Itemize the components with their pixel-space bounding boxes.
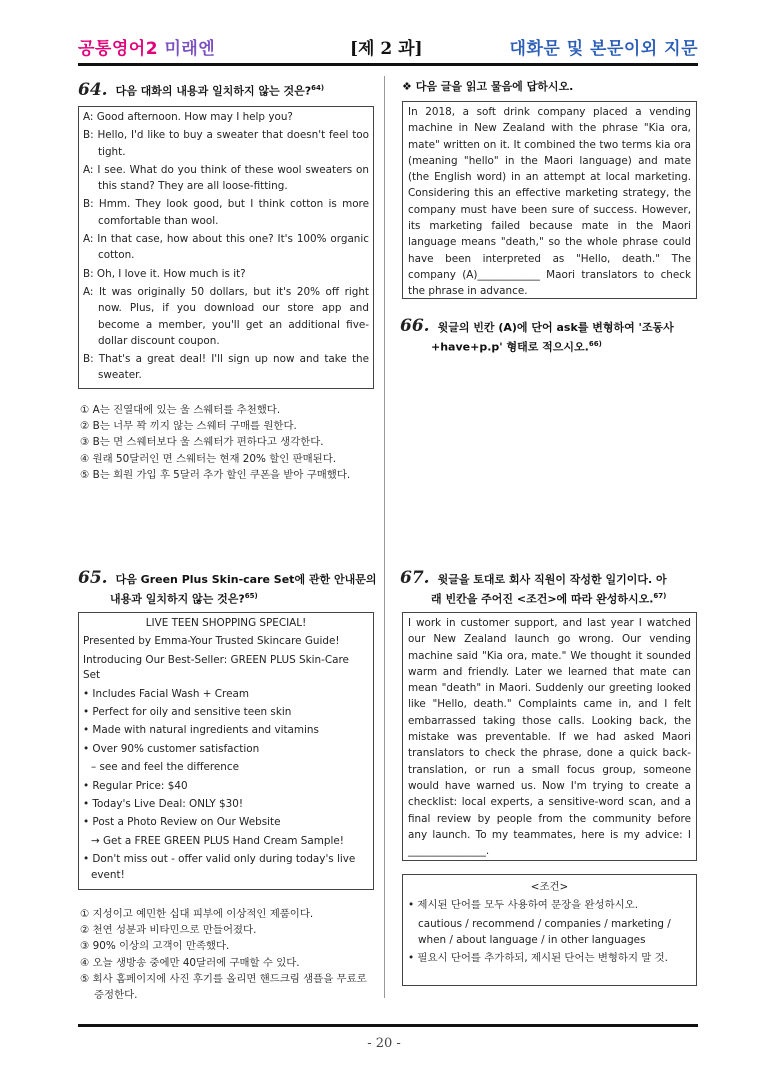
q64-dialogue-box (78, 106, 374, 389)
q65-footnote: 65) (244, 592, 258, 600)
choice-2[interactable]: ② 천연 성분과 비타민으로 만들어졌다. (80, 924, 257, 937)
section-title: 대화문 및 본문이외 지문 (509, 39, 698, 59)
ad-sub-note: → Get a FREE GREEN PLUS Hand Cream Sample! (91, 834, 344, 847)
q64-footnote: 64) (311, 84, 325, 92)
ad-intro: Introducing Our Best-Seller: GREEN PLUS Skin-Care Set (83, 653, 349, 682)
q64-title (78, 80, 324, 100)
passage-text: In 2018, a soft drink company placed a vending machine in New Zealand with the phrase "Kia ora, mate" written on it. It combined the two terms kia ora (meaning "hello" in the Maori language) and mate (the English word) in an attempt at local marketing. Considering this an effective marketing strategy, the company must have been sure of success. However, its marketing failed because mate in the Maori language means "death," so the whole phrase could have been interpreted as "Hello, death." The company (A)____________ Maori translators to check the phrase in advance. (408, 106, 691, 298)
q67-condition-box (402, 874, 697, 986)
choice-5[interactable]: ⑤ 회사 홈페이지에 사진 후기를 올리면 핸드크림 샘플을 무료로 증정한다. (80, 972, 367, 1002)
column-divider (384, 76, 385, 998)
diary-text: I work in customer support, and last year I watched our New Zealand launch go wrong. Our vending machine said "Kia ora, mate." We thought it sounded warm and friendly. Later we learned that mate can mean "death" in Maori. Suddenly our greeting looked like "Hello, death." Complaints came in, and I felt embarrassed taking those calls. Looking back, the mistake was preventable. If we had asked Maori translators to check the phrase, done a quick back-translation, or run a small focus group, someone would have warned us. Now I'm trying to create a checklist: local experts, a sensitive-word scan, and a final review by people from the community before any launch. To my teammates, here is my advice: I _______________. (408, 617, 691, 858)
shared-instruction: ❖ 다음 글을 읽고 물음에 답하시오. (402, 80, 574, 93)
ad-bullet: • Includes Facial Wash + Cream (83, 687, 249, 700)
dialogue-line: B: Hmm. They look good, but I think cotton is more comfortable than wool. (83, 198, 369, 227)
choice-4[interactable]: ④ 오늘 생방송 중에만 40달러에 구매할 수 있다. (80, 956, 300, 969)
q66-question-line2: +have+p.p' 형태로 적으시오. (431, 340, 589, 354)
dialogue-line: A: I see. What do you think of these wool sweaters on this stand? They are all loose-fitting. (83, 163, 369, 193)
q66-question-line1: 윗글의 빈칸 (A)에 단어 ask를 변형하여 '조동사 (437, 321, 674, 334)
choice-5[interactable]: ⑤ B는 회원 가입 후 5달러 추가 할인 쿠폰을 받아 구매했다. (80, 468, 351, 481)
dialogue-line: A: Good afternoon. How may I help you? (83, 111, 293, 123)
ad-presenter: Presented by Emma-Your Trusted Skincare Guide! (83, 635, 340, 648)
ad-sub-note: – see and feel the difference (91, 761, 240, 774)
q67-title (400, 570, 667, 588)
q64-choices (80, 402, 372, 483)
q67-title-line2 (431, 588, 666, 608)
condition-item: • 필요시 단어를 추가하되, 제시된 단어는 변형하지 말 것. (408, 952, 668, 965)
ad-bullet: • Post a Photo Review on Our Website (83, 816, 281, 829)
course-subject: 공통영어2 (78, 39, 165, 59)
q64-question: 다음 대화의 내용과 일치하지 않는 것은? (115, 84, 312, 98)
q65-title-line2 (110, 588, 258, 608)
dialogue-line: A: It was originally 50 dollars, but it's 20% off right now. Plus, if you download our store app and become a member, you'll get an additional five-dollar discount coupon. (83, 285, 369, 347)
dialogue-line: B: That's a great deal! I'll sign up now and take the sweater. (83, 353, 369, 382)
q65-question-line2: 내용과 일치하지 않는 것은? (110, 592, 245, 606)
page-number: - 20 - (367, 1036, 401, 1051)
choice-4[interactable]: ④ 원래 50달러인 면 스웨터는 현재 20% 할인 판매된다. (80, 452, 337, 465)
q65-ad-box (78, 612, 374, 890)
dialogue-line: B: Oh, I love it. How much is it? (83, 267, 246, 280)
q65-choices (80, 906, 372, 1003)
condition-title: <조건> (530, 881, 569, 893)
course-title (78, 34, 215, 59)
q65-number: 65. (78, 568, 108, 588)
condition-item: • 제시된 단어를 모두 사용하여 문장을 완성하시오. (408, 899, 638, 912)
condition-word-list: cautious / recommend / companies / marketing / when / about language / in other languages (418, 917, 671, 946)
ad-bullet: • Regular Price: $40 (83, 779, 188, 792)
ad-title: LIVE TEEN SHOPPING SPECIAL! (145, 617, 307, 629)
ad-bullet: • Made with natural ingredients and vitamins (83, 724, 319, 737)
dialogue-line: B: Hello, I'd like to buy a sweater that doesn't feel too tight. (83, 129, 369, 158)
lesson-number: [제 2 과] (350, 39, 423, 59)
choice-1[interactable]: ① 지성이고 예민한 십대 피부에 이상적인 제품이다. (80, 908, 314, 920)
q67-diary-box (402, 612, 697, 861)
ad-bullet: • Don't miss out - offer valid only during today's live event! (83, 853, 356, 881)
choice-1[interactable]: ① A는 진열대에 있는 울 스웨터를 추천했다. (80, 404, 281, 416)
q67-question-line2: 래 빈칸을 주어진 <조건>에 따라 완성하시오. (431, 592, 654, 606)
q64-number: 64. (78, 79, 108, 100)
q65-question-line1: 다음 Green Plus Skin-care Set에 관한 안내문의 (115, 573, 377, 586)
choice-3[interactable]: ③ 90% 이상의 고객이 만족했다. (80, 940, 230, 953)
q67-question-line1: 윗글을 토대로 회사 직원이 작성한 일기이다. 아 (437, 573, 667, 586)
ad-bullet: • Today's Live Deal: ONLY $30! (83, 798, 244, 811)
q67-number: 67. (400, 568, 430, 588)
choice-2[interactable]: ② B는 너무 꽉 끼지 않는 스웨터 구매를 원한다. (80, 420, 297, 433)
publisher-name: 미래엔 (164, 39, 216, 59)
shared-passage-box (402, 101, 697, 299)
ad-bullet: • Over 90% customer satisfaction (83, 742, 260, 755)
page-header (78, 34, 698, 64)
q66-footnote: 66) (588, 340, 602, 348)
q66-number: 66. (400, 316, 430, 336)
ad-bullet: • Perfect for oily and sensitive teen skin (83, 706, 292, 719)
q66-title-line2 (431, 336, 602, 356)
header-rule (78, 63, 698, 66)
q67-footnote: 67) (653, 592, 667, 600)
footer-rule (78, 1024, 698, 1027)
q65-title (78, 570, 376, 588)
q66-title (400, 318, 674, 336)
dialogue-line: A: In that case, how about this one? It's 100% organic cotton. (83, 233, 369, 262)
choice-3[interactable]: ③ B는 면 스웨터보다 울 스웨터가 편하다고 생각한다. (80, 436, 324, 449)
